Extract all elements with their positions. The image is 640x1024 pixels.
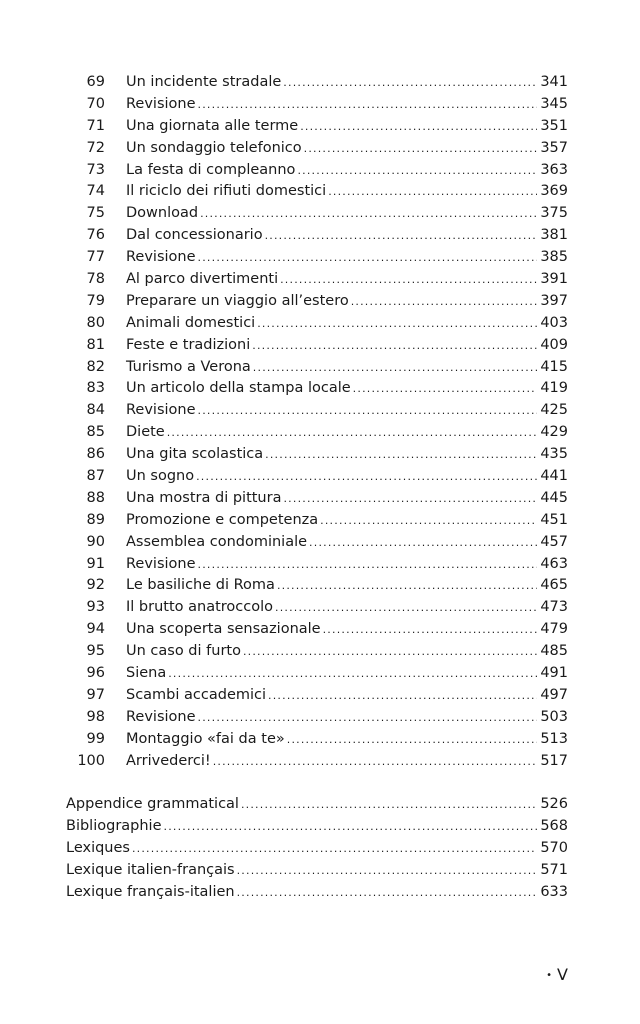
toc-row — [0, 181, 640, 203]
entry-page-number: 463 — [540, 555, 568, 572]
entry-page-number: 457 — [540, 533, 568, 550]
toc-row — [0, 554, 640, 576]
entry-page-number: 571 — [540, 861, 568, 878]
entry-page-number: 429 — [540, 424, 568, 441]
entry-title: Il riciclo dei rifiuti domestici — [126, 183, 327, 200]
entry-title: Una scoperta sensazionale — [126, 621, 321, 638]
appendix-row — [0, 882, 640, 904]
toc-entry — [66, 794, 568, 816]
toc-entry — [126, 444, 568, 466]
toc-entry — [126, 116, 568, 138]
entry-page-number: 345 — [540, 95, 568, 112]
dot-leader — [304, 138, 538, 160]
entry-title: Dal concessionario — [126, 227, 263, 244]
toc-row — [0, 378, 640, 400]
dot-leader — [297, 160, 537, 182]
chapter-number: 73 — [86, 161, 105, 178]
toc-row — [0, 269, 640, 291]
entry-title: Bibliographie — [66, 817, 162, 834]
dot-leader — [283, 488, 537, 510]
dot-leader — [213, 751, 538, 773]
dot-leader — [353, 378, 538, 400]
entry-title: Al parco divertimenti — [126, 271, 279, 288]
chapter-number: 94 — [86, 621, 105, 638]
toc-row — [0, 466, 640, 488]
entry-page-number: 451 — [540, 511, 568, 528]
toc-entry — [126, 685, 568, 707]
toc-row — [0, 335, 640, 357]
entry-title: Revisione — [126, 402, 196, 419]
entry-title: Una giornata alle terme — [126, 117, 299, 134]
toc-entry — [126, 357, 568, 379]
toc-entry — [126, 181, 568, 203]
toc-entry — [126, 751, 568, 773]
entry-title: Siena — [126, 665, 167, 682]
dot-leader — [283, 72, 537, 94]
toc-entry — [66, 860, 568, 882]
toc-entry — [126, 532, 568, 554]
toc-row — [0, 707, 640, 729]
appendix-row — [0, 860, 640, 882]
toc-row — [0, 575, 640, 597]
entry-page-number: 479 — [540, 621, 568, 638]
entry-title: Turismo a Verona — [126, 358, 251, 375]
toc-entry — [126, 138, 568, 160]
entry-title: La festa di compleanno — [126, 161, 296, 178]
toc-row — [0, 510, 640, 532]
toc-row — [0, 72, 640, 94]
entry-page-number: 435 — [540, 446, 568, 463]
dot-leader — [323, 619, 538, 641]
toc-row — [0, 291, 640, 313]
toc-row — [0, 225, 640, 247]
entry-title: Animali domestici — [126, 314, 256, 331]
toc-entry — [126, 619, 568, 641]
entry-title: Assemblea condominiale — [126, 533, 308, 550]
chapter-number: 92 — [86, 577, 105, 594]
toc-entry — [126, 400, 568, 422]
dot-leader — [241, 794, 537, 816]
toc-entry — [126, 378, 568, 400]
entry-page-number: 441 — [540, 468, 568, 485]
chapter-number: 90 — [86, 533, 105, 550]
dot-leader — [265, 225, 538, 247]
toc-row — [0, 357, 640, 379]
folio-bullet: • — [546, 970, 553, 981]
entry-page-number: 570 — [540, 839, 568, 856]
toc-entry — [126, 597, 568, 619]
toc-row — [0, 751, 640, 773]
toc-row — [0, 444, 640, 466]
toc-entry — [126, 422, 568, 444]
entry-title: Un sogno — [126, 468, 195, 485]
chapter-number: 96 — [86, 665, 105, 682]
toc-row — [0, 116, 640, 138]
toc-entry — [126, 203, 568, 225]
dot-leader — [243, 641, 537, 663]
toc-row — [0, 422, 640, 444]
toc-row — [0, 663, 640, 685]
entry-page-number: 363 — [540, 161, 568, 178]
appendix-row — [0, 816, 640, 838]
toc-entry — [126, 510, 568, 532]
entry-page-number: 568 — [540, 817, 568, 834]
dot-leader — [198, 554, 538, 576]
dot-leader — [196, 466, 537, 488]
entry-page-number: 465 — [540, 577, 568, 594]
entry-title: Revisione — [126, 249, 196, 266]
dot-leader — [167, 422, 538, 444]
entry-title: Lexique italien-français — [66, 861, 235, 878]
toc-entry — [126, 663, 568, 685]
toc-entry — [66, 816, 568, 838]
dot-leader — [198, 707, 538, 729]
toc-entry — [126, 466, 568, 488]
entry-title: Feste e tradizioni — [126, 336, 251, 353]
toc-entry — [126, 291, 568, 313]
folio-page-number: V — [557, 965, 568, 984]
chapter-number: 81 — [86, 336, 105, 353]
chapter-number: 84 — [86, 402, 105, 419]
entry-title: Revisione — [126, 95, 196, 112]
toc-row — [0, 138, 640, 160]
dot-leader — [328, 181, 537, 203]
chapter-number: 89 — [86, 511, 105, 528]
dot-leader — [252, 335, 537, 357]
dot-leader — [287, 729, 538, 751]
toc-row — [0, 203, 640, 225]
toc-row — [0, 619, 640, 641]
dot-leader — [164, 816, 538, 838]
chapter-number: 78 — [86, 271, 105, 288]
entry-title: Arrivederci! — [126, 752, 211, 769]
dot-leader — [320, 510, 537, 532]
toc-entry — [126, 72, 568, 94]
toc-entry — [126, 575, 568, 597]
entry-title: Il brutto anatroccolo — [126, 599, 273, 616]
entry-title: Le basiliche di Roma — [126, 577, 275, 594]
entry-page-number: 369 — [540, 183, 568, 200]
entry-page-number: 491 — [540, 665, 568, 682]
chapter-number: 98 — [86, 708, 105, 725]
entry-page-number: 497 — [540, 686, 568, 703]
dot-leader — [277, 575, 537, 597]
entry-page-number: 403 — [540, 314, 568, 331]
chapter-number: 99 — [86, 730, 105, 747]
entry-title: Preparare un viaggio all’estero — [126, 292, 349, 309]
chapter-number: 93 — [86, 599, 105, 616]
toc-row — [0, 400, 640, 422]
toc-entry — [126, 554, 568, 576]
chapter-number: 86 — [86, 446, 105, 463]
chapter-number: 80 — [86, 314, 105, 331]
entry-title: Promozione e competenza — [126, 511, 319, 528]
dot-leader — [237, 860, 538, 882]
entry-page-number: 633 — [540, 883, 568, 900]
chapter-number: 71 — [86, 117, 105, 134]
entry-page-number: 391 — [540, 271, 568, 288]
chapter-number: 95 — [86, 643, 105, 660]
entry-title: Lexique français-italien — [66, 883, 235, 900]
chapter-number: 87 — [86, 468, 105, 485]
entry-title: Un incidente stradale — [126, 74, 282, 90]
chapter-number: 82 — [86, 358, 105, 375]
toc-entry — [126, 269, 568, 291]
entry-page-number: 425 — [540, 402, 568, 419]
entry-page-number: 503 — [540, 708, 568, 725]
chapter-number: 75 — [86, 205, 105, 222]
chapter-number: 83 — [86, 380, 105, 397]
dot-leader — [280, 269, 537, 291]
dot-leader — [198, 247, 538, 269]
chapter-number: 74 — [86, 183, 105, 200]
entry-page-number: 517 — [540, 752, 568, 769]
entry-title: Appendice grammatical — [66, 796, 239, 812]
toc-row — [0, 94, 640, 116]
toc-entry — [126, 247, 568, 269]
entry-page-number: 357 — [540, 139, 568, 156]
chapter-number: 72 — [86, 139, 105, 156]
page-folio — [546, 964, 568, 987]
toc-entry — [126, 94, 568, 116]
toc-entry — [126, 707, 568, 729]
entry-title: Diete — [126, 424, 165, 441]
toc-row — [0, 313, 640, 335]
toc-row — [0, 597, 640, 619]
toc-row — [0, 160, 640, 182]
dot-leader — [300, 116, 537, 138]
entry-title: Scambi accademici — [126, 686, 267, 703]
entry-title: Montaggio «fai da te» — [126, 730, 285, 747]
toc-entry — [66, 882, 568, 904]
toc-row — [0, 685, 640, 707]
toc-row — [0, 641, 640, 663]
entry-page-number: 485 — [540, 643, 568, 660]
dot-leader — [257, 313, 537, 335]
entry-page-number: 375 — [540, 205, 568, 222]
entry-title: Una gita scolastica — [126, 446, 264, 463]
entry-page-number: 526 — [540, 796, 568, 812]
toc-entry — [126, 160, 568, 182]
dot-leader — [132, 838, 537, 860]
appendix-row — [0, 838, 640, 860]
dot-leader — [268, 685, 537, 707]
dot-leader — [351, 291, 538, 313]
chapter-number: 100 — [77, 752, 105, 769]
dot-leader — [265, 444, 537, 466]
toc-entry — [126, 488, 568, 510]
toc-entry — [126, 313, 568, 335]
toc-entry — [126, 729, 568, 751]
chapter-number: 88 — [86, 489, 105, 506]
dot-leader — [253, 357, 538, 379]
entry-page-number: 351 — [540, 117, 568, 134]
toc-row — [0, 247, 640, 269]
table-of-contents — [0, 72, 640, 773]
entry-title: Lexiques — [66, 839, 130, 856]
dot-leader — [168, 663, 537, 685]
entry-title: Download — [126, 205, 199, 222]
entry-title: Un caso di furto — [126, 643, 241, 660]
toc-row — [0, 532, 640, 554]
entry-title: Un sondaggio telefonico — [126, 139, 302, 156]
entry-page-number: 341 — [540, 74, 568, 90]
dot-leader — [198, 400, 538, 422]
entry-page-number: 397 — [540, 292, 568, 309]
chapter-number: 85 — [86, 424, 105, 441]
appendix-row — [0, 794, 640, 816]
chapter-number: 69 — [86, 74, 105, 90]
entry-title: Un articolo della stampa locale — [126, 380, 351, 397]
chapter-number: 97 — [86, 686, 105, 703]
entry-title: Revisione — [126, 555, 196, 572]
toc-row — [0, 488, 640, 510]
chapter-number: 91 — [86, 555, 105, 572]
entry-title: Revisione — [126, 708, 196, 725]
toc-entry — [66, 838, 568, 860]
toc-row — [0, 729, 640, 751]
entry-page-number: 473 — [540, 599, 568, 616]
chapter-number: 70 — [86, 95, 105, 112]
dot-leader — [200, 203, 537, 225]
entry-page-number: 415 — [540, 358, 568, 375]
appendix-list — [0, 794, 640, 903]
entry-page-number: 419 — [540, 380, 568, 397]
dot-leader — [198, 94, 538, 116]
entry-page-number: 381 — [540, 227, 568, 244]
entry-page-number: 409 — [540, 336, 568, 353]
chapter-number: 77 — [86, 249, 105, 266]
dot-leader — [237, 882, 538, 904]
toc-entry — [126, 335, 568, 357]
chapter-number: 79 — [86, 292, 105, 309]
chapter-number: 76 — [86, 227, 105, 244]
dot-leader — [309, 532, 537, 554]
entry-page-number: 445 — [540, 489, 568, 506]
toc-entry — [126, 225, 568, 247]
entry-page-number: 385 — [540, 249, 568, 266]
toc-entry — [126, 641, 568, 663]
dot-leader — [275, 597, 537, 619]
entry-title: Una mostra di pittura — [126, 489, 282, 506]
entry-page-number: 513 — [540, 730, 568, 747]
